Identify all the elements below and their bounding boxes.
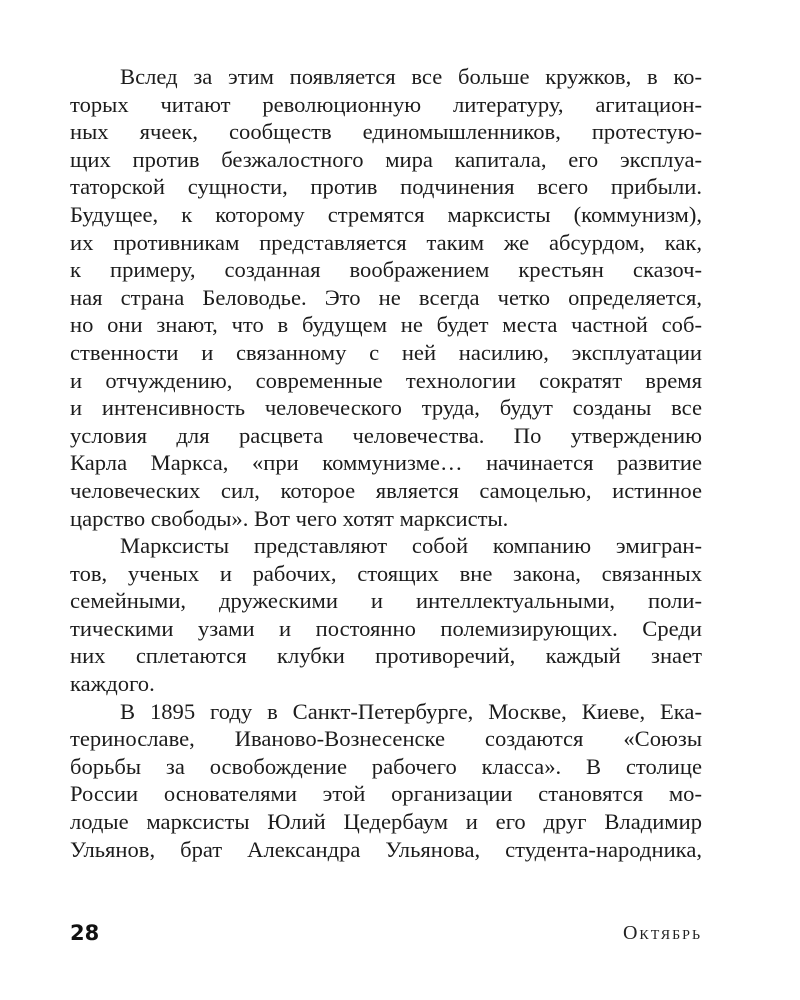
- text-line: России основателями этой организации становятся мо-: [70, 781, 702, 807]
- body-text: [70, 63, 702, 863]
- page-footer: [70, 918, 702, 948]
- text-line: Марксисты представляют собой компанию эмигран-: [120, 533, 702, 559]
- text-line: Ульянов, брат Александра Ульянова, студента-народника,: [70, 836, 702, 862]
- text-line: В 1895 году в Санкт-Петербурге, Москве, Киеве, Ека-: [120, 698, 702, 724]
- text-line: но они знают, что в будущем не будет места частной соб-: [70, 312, 702, 338]
- text-line: них сплетаются клубки противоречий, каждый знает: [70, 643, 702, 669]
- text-line: Будущее, к которому стремятся марксисты (коммунизм),: [70, 201, 702, 227]
- text-line: и отчуждению, современные технологии сократят время: [70, 367, 702, 393]
- text-line: тов, ученых и рабочих, стоящих вне закона, связанных: [70, 560, 702, 586]
- running-head: Октябрь: [622, 922, 702, 944]
- text-line: ная страна Беловодье. Это не всегда четко определяется,: [70, 284, 702, 310]
- text-line: их противникам представляется таким же абсурдом, как,: [70, 229, 702, 255]
- text-line: тическими узами и постоянно полемизирующих. Среди: [70, 615, 702, 641]
- text-line: щих против безжалостного мира капитала, его эксплуа-: [70, 146, 702, 172]
- text-line: Вслед за этим появляется все больше кружков, в ко-: [120, 64, 702, 89]
- text-line: ных ячеек, сообществ единомышленников, протестую-: [70, 119, 702, 145]
- text-line: торых читают революционную литературу, агитацион-: [70, 91, 702, 117]
- text-line: человеческих сил, которое является самоцелью, истинное: [70, 477, 702, 503]
- text-line: и интенсивность человеческого труда, будут созданы все: [70, 395, 702, 421]
- text-line: ственности и связанному с ней насилию, эксплуатации: [70, 339, 702, 365]
- text-line: лодые марксисты Юлий Цедербаум и его друг Владимир: [70, 809, 702, 835]
- text-line: таторской сущности, против подчинения всего прибыли.: [70, 174, 702, 200]
- text-line: семейными, дружескими и интеллектуальными, поли-: [70, 588, 702, 614]
- text-line: борьбы за освобождение рабочего класса». В столице: [70, 753, 702, 779]
- text-line: каждого.: [70, 671, 155, 697]
- page-number: 28: [70, 921, 100, 945]
- text-line: к примеру, созданная воображением крестьян сказоч-: [70, 257, 702, 283]
- text-line: теринославе, Иваново-Вознесенске создаются «Союзы: [70, 726, 702, 752]
- text-line: условия для расцвета человечества. По утверждению: [70, 422, 702, 448]
- text-line: царство свободы». Вот чего хотят марксисты.: [70, 505, 509, 531]
- text-line: Карла Маркса, «при коммунизме… начинается развитие: [70, 450, 702, 476]
